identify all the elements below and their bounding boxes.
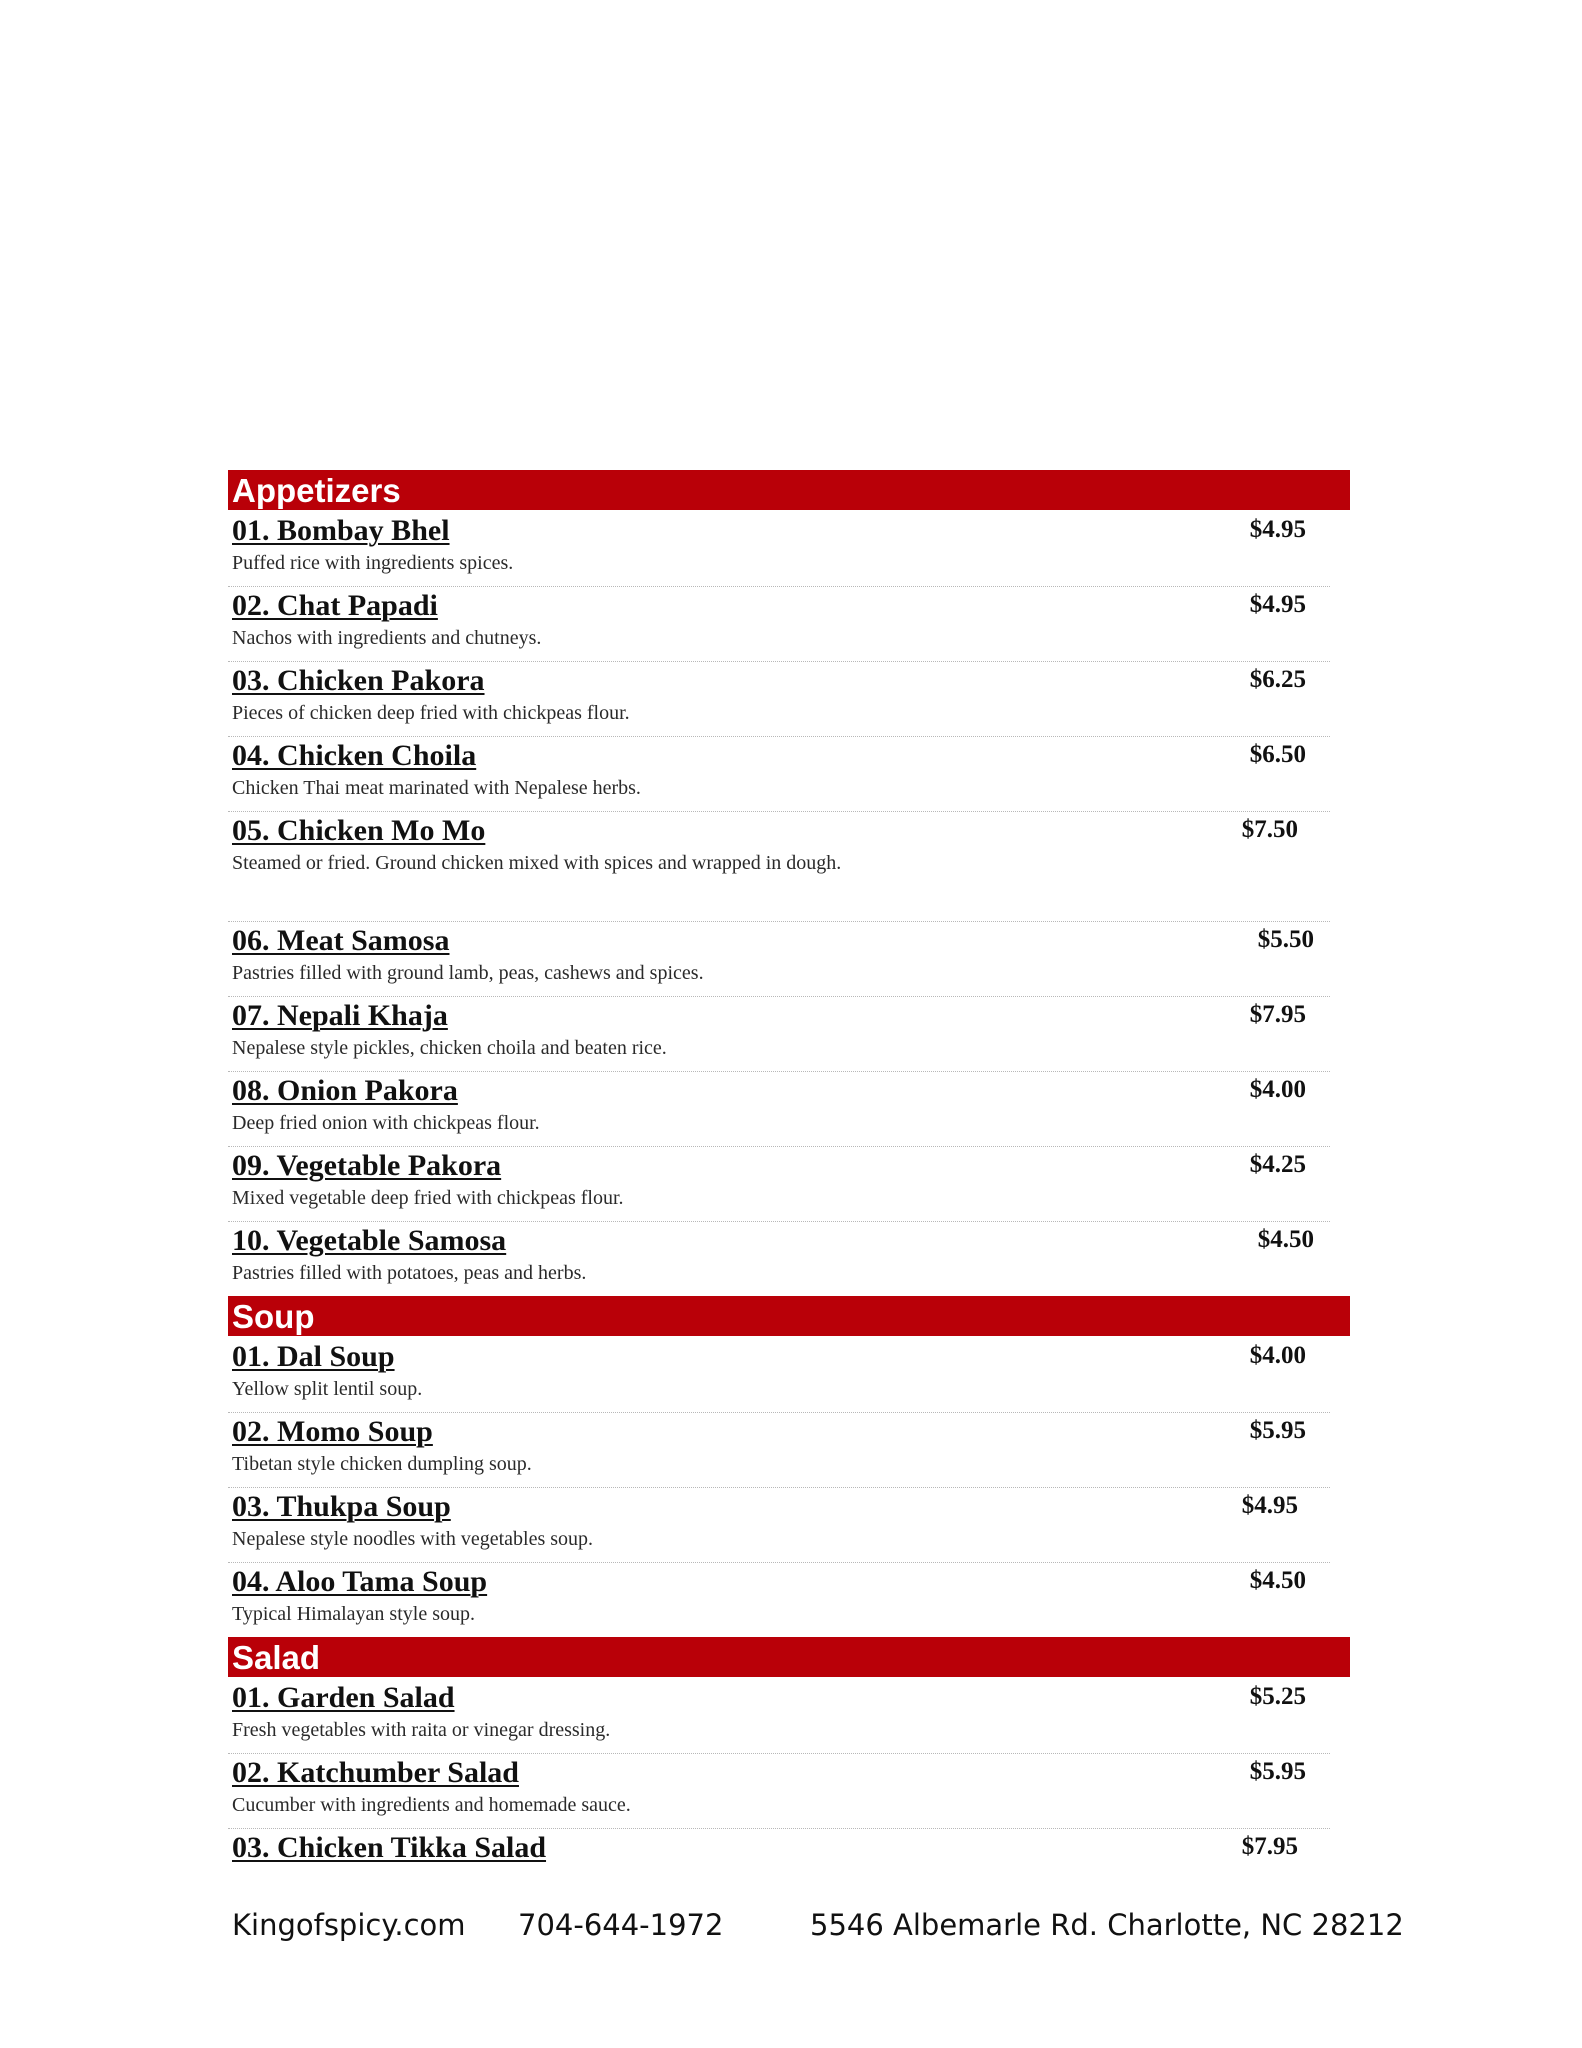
- menu-item: [228, 812, 1330, 922]
- item-price: $4.95: [1249, 516, 1306, 543]
- menu: [228, 470, 1350, 1903]
- menu-item: [228, 662, 1330, 737]
- item-price: $7.50: [1241, 816, 1298, 843]
- menu-item: [228, 997, 1330, 1072]
- item-description: Nachos with ingredients and chutneys.: [232, 627, 542, 649]
- item-price: $4.00: [1249, 1076, 1306, 1103]
- section-appetizers: [228, 470, 1350, 1296]
- item-price: $5.25: [1249, 1683, 1306, 1710]
- menu-item: [228, 512, 1330, 587]
- item-name: 07. Nepali Khaja: [232, 999, 448, 1032]
- item-name: 08. Onion Pakora: [232, 1074, 458, 1107]
- item-name: 01. Dal Soup: [232, 1340, 395, 1373]
- item-description: Pastries filled with ground lamb, peas, cashews and spices.: [232, 962, 704, 984]
- item-name: 04. Aloo Tama Soup: [232, 1565, 488, 1598]
- item-price: $7.95: [1241, 1833, 1298, 1860]
- menu-item: [228, 1338, 1330, 1413]
- menu-item: [228, 1147, 1330, 1222]
- item-name: 01. Bombay Bhel: [232, 514, 450, 547]
- item-description: Mixed vegetable deep fried with chickpeas flour.: [232, 1187, 624, 1209]
- item-description: Cucumber with ingredients and homemade sauce.: [232, 1794, 631, 1816]
- item-name: 03. Chicken Pakora: [232, 664, 485, 697]
- menu-item: [228, 1829, 1330, 1903]
- menu-item: [228, 1488, 1330, 1563]
- section-salad: [228, 1637, 1350, 1903]
- item-name: 09. Vegetable Pakora: [232, 1149, 502, 1182]
- item-description: Chicken Thai meat marinated with Nepalese herbs.: [232, 777, 641, 799]
- menu-item: [228, 1222, 1330, 1296]
- item-description: Fresh vegetables with raita or vinegar dressing.: [232, 1719, 611, 1741]
- item-description: Yellow split lentil soup.: [232, 1378, 423, 1400]
- item-description: Pieces of chicken deep fried with chickpeas flour.: [232, 702, 630, 724]
- menu-item: [228, 922, 1330, 997]
- menu-item: [228, 1679, 1330, 1754]
- item-price: $4.00: [1249, 1342, 1306, 1369]
- section-soup: [228, 1296, 1350, 1637]
- menu-item: [228, 1754, 1330, 1829]
- item-price: $4.95: [1241, 1492, 1298, 1519]
- menu-item: [228, 1413, 1330, 1488]
- footer-phone: 704-644-1972: [518, 1908, 724, 1942]
- item-description: Nepalese style pickles, chicken choila and beaten rice.: [232, 1037, 667, 1059]
- item-price: $5.95: [1249, 1758, 1306, 1785]
- item-price: $6.25: [1249, 666, 1306, 693]
- item-name: 06. Meat Samosa: [232, 924, 450, 957]
- item-description: Deep fried onion with chickpeas flour.: [232, 1112, 540, 1134]
- footer-address: 5546 Albemarle Rd. Charlotte, NC 28212: [810, 1908, 1404, 1942]
- item-price: $6.50: [1249, 741, 1306, 768]
- item-name: 10. Vegetable Samosa: [232, 1224, 507, 1257]
- item-description: Tibetan style chicken dumpling soup.: [232, 1453, 532, 1475]
- item-description: Nepalese style noodles with vegetables soup.: [232, 1528, 594, 1550]
- section-title: Soup: [228, 1296, 1350, 1336]
- item-name: 02. Chat Papadi: [232, 589, 438, 622]
- item-price: $5.95: [1249, 1417, 1306, 1444]
- item-price: $4.50: [1257, 1226, 1314, 1253]
- item-price: $4.50: [1249, 1567, 1306, 1594]
- item-description: Pastries filled with potatoes, peas and herbs.: [232, 1262, 587, 1284]
- item-price: $5.50: [1257, 926, 1314, 953]
- item-name: 02. Katchumber Salad: [232, 1756, 519, 1789]
- item-price: $4.95: [1249, 591, 1306, 618]
- item-name: 03. Chicken Tikka Salad: [232, 1831, 547, 1864]
- item-description: Steamed or fried. Ground chicken mixed with spices and wrapped in dough.: [232, 852, 842, 874]
- item-price: $7.95: [1249, 1001, 1306, 1028]
- menu-item: [228, 587, 1330, 662]
- item-name: 01. Garden Salad: [232, 1681, 455, 1714]
- menu-item: [228, 1072, 1330, 1147]
- item-name: 03. Thukpa Soup: [232, 1490, 451, 1523]
- menu-item: [228, 1563, 1330, 1637]
- item-name: 02. Momo Soup: [232, 1415, 433, 1448]
- menu-item: [228, 737, 1330, 812]
- section-title: Appetizers: [228, 470, 1350, 510]
- item-description: Puffed rice with ingredients spices.: [232, 552, 514, 574]
- item-price: $4.25: [1249, 1151, 1306, 1178]
- item-name: 04. Chicken Choila: [232, 739, 477, 772]
- footer-website: Kingofspicy.com: [232, 1908, 466, 1942]
- section-title: Salad: [228, 1637, 1350, 1677]
- item-name: 05. Chicken Mo Mo: [232, 814, 486, 847]
- item-description: Typical Himalayan style soup.: [232, 1603, 475, 1625]
